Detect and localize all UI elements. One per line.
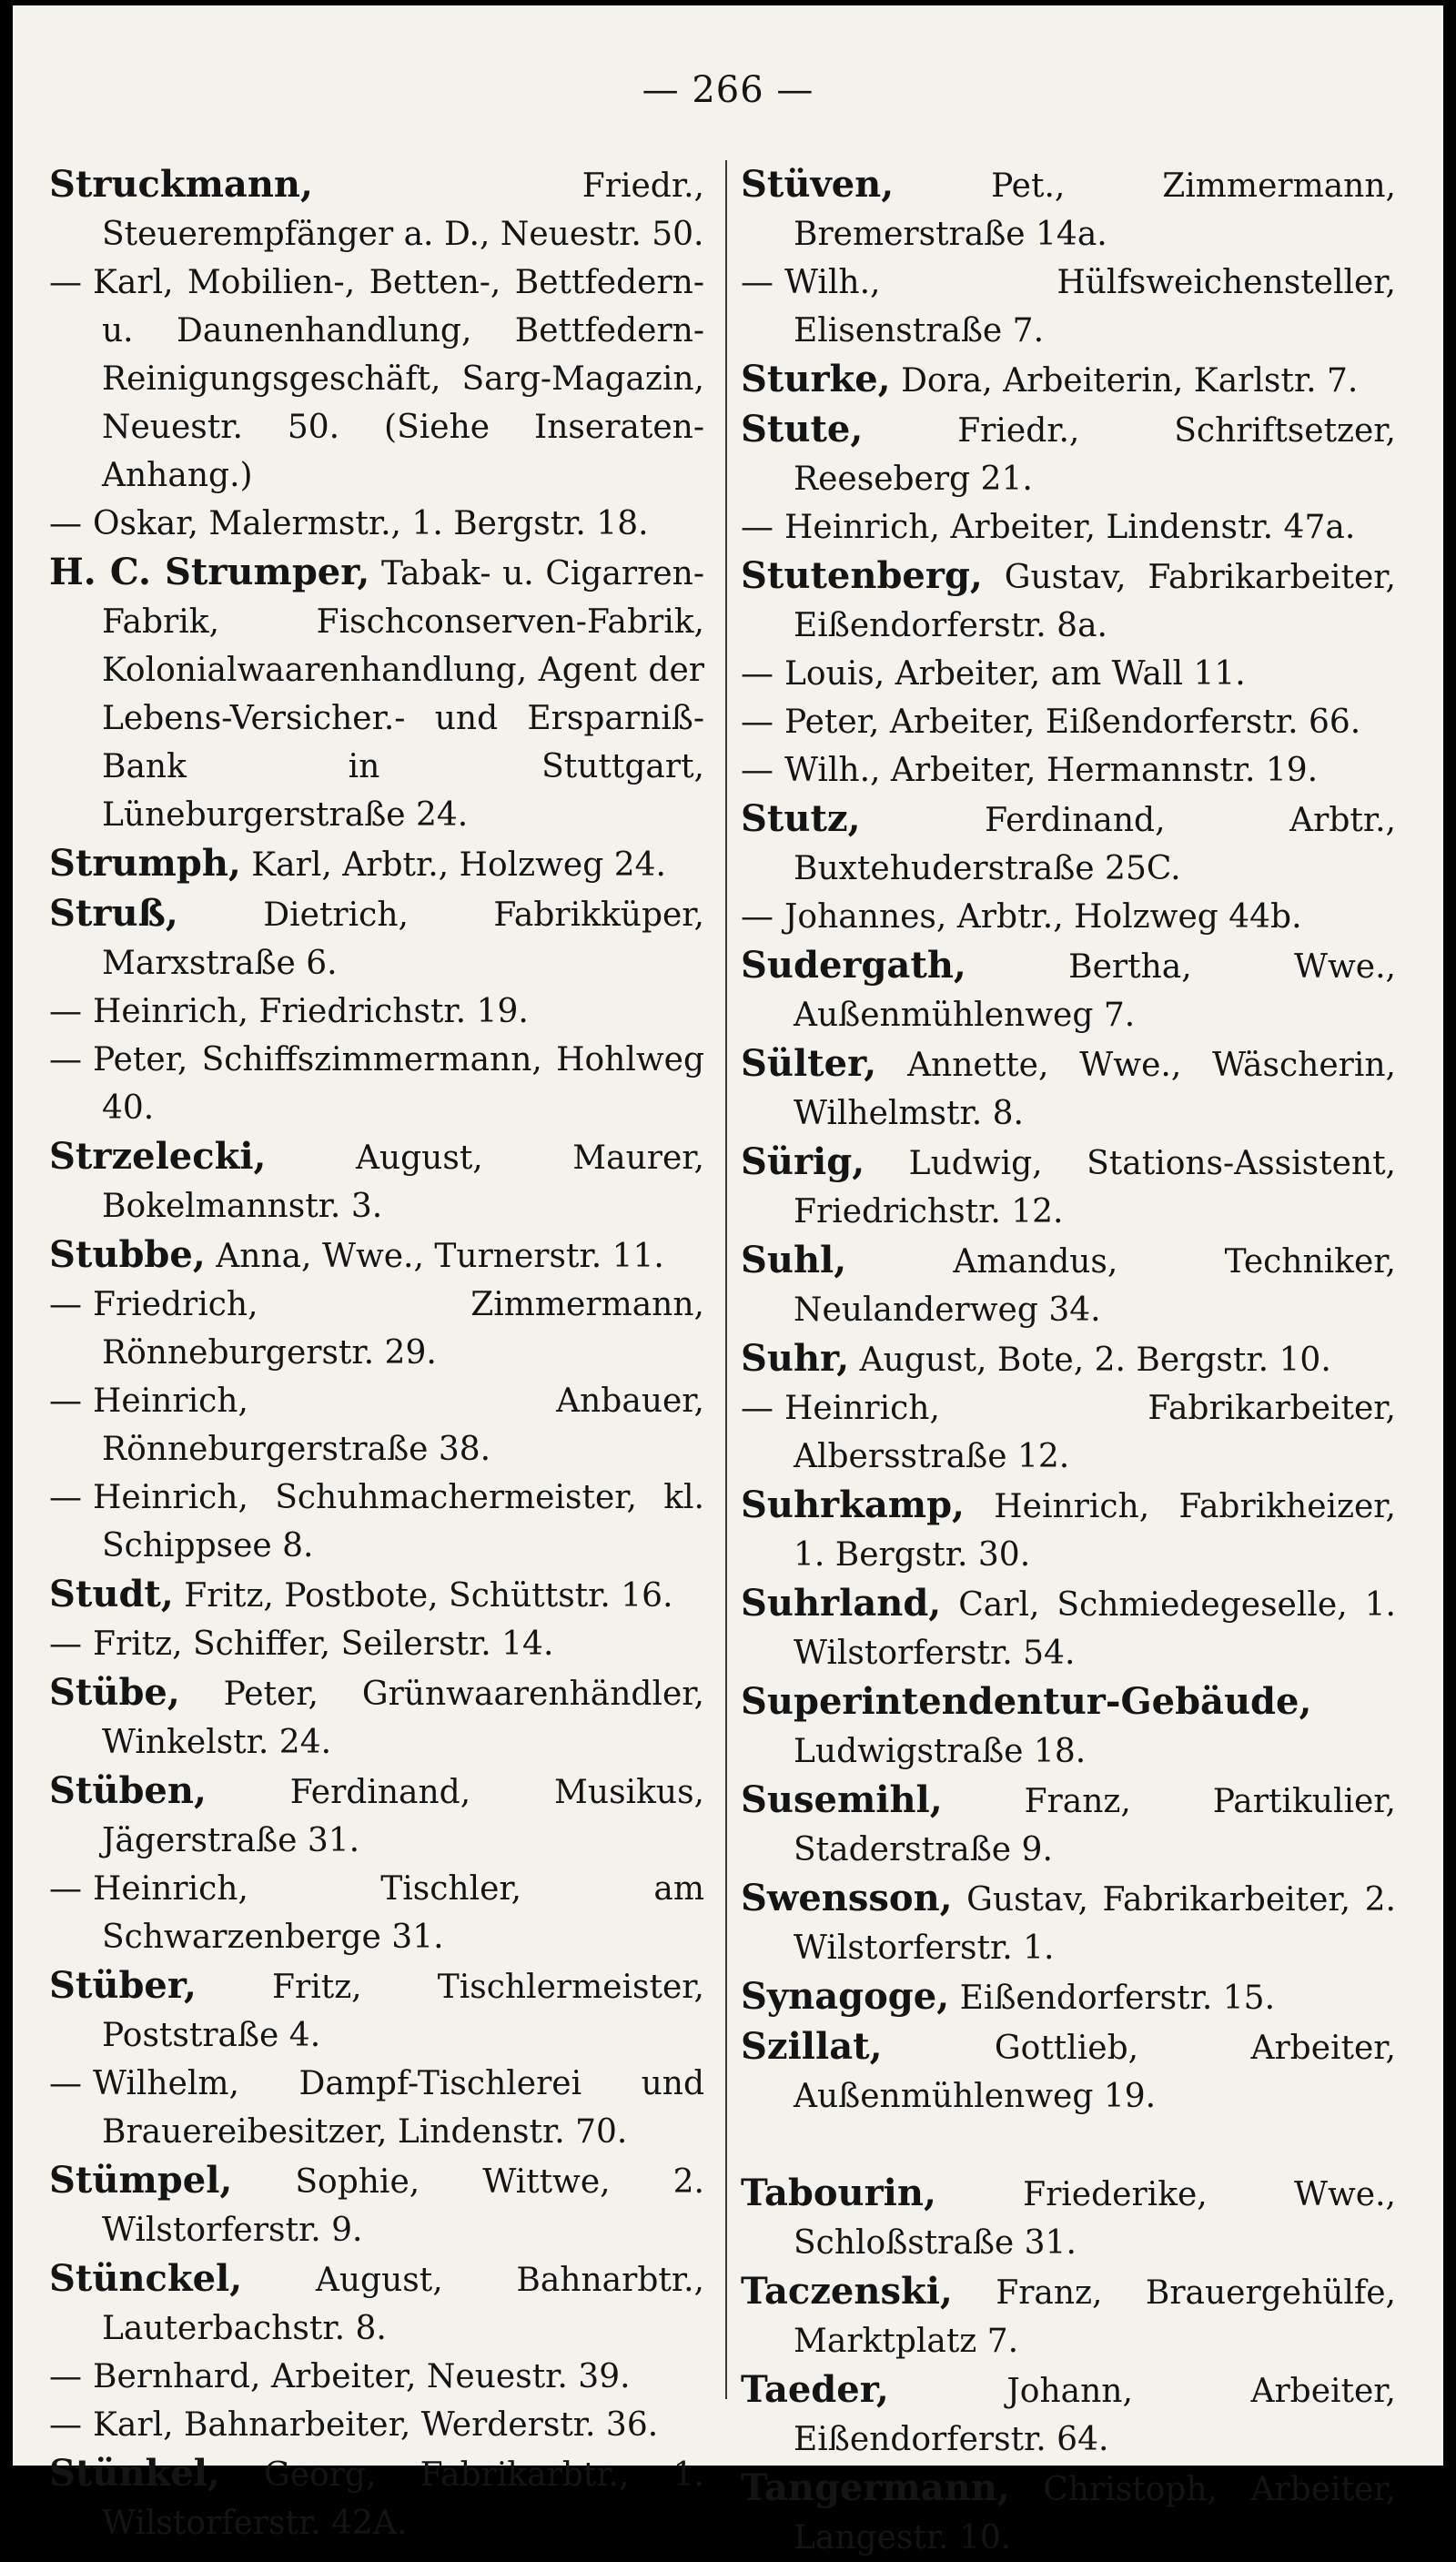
directory-entry — [741, 1384, 1396, 1481]
directory-entry — [49, 2254, 704, 2353]
entry-details: Peter, Grünwaarenhändler, Winkelstr. 24. — [102, 1676, 704, 1761]
entry-surname: Suhrland, — [741, 1582, 942, 1625]
column-divider — [725, 160, 727, 2399]
directory-entry — [49, 1377, 704, 1473]
entry-surname: Tangermann, — [741, 2466, 1010, 2509]
entry-surname: Stübe, — [49, 1671, 180, 1714]
entry-surname: Stüber, — [49, 1964, 197, 2007]
entry-details: August, Maurer, Bokelmannstr. 3. — [102, 1139, 704, 1225]
entry-details: Heinrich, Fabrikheizer, 1. Bergstr. 30. — [794, 1488, 1396, 1574]
section-gap — [741, 2121, 1396, 2169]
directory-entry — [741, 1481, 1396, 1579]
entry-details: Anna, Wwe., Turnerstr. 11. — [216, 1238, 664, 1275]
directory-entry — [49, 1036, 704, 1132]
directory-entry — [741, 1334, 1396, 1384]
entry-surname: Strumph, — [49, 842, 241, 885]
entry-details: Johannes, Arbtr., Holzweg 44b. — [784, 898, 1302, 936]
entry-details: Johann, Arbeiter, Eißendorferstr. 64. — [794, 2373, 1396, 2458]
entry-details: Oskar, Malermstr., 1. Bergstr. 18. — [93, 505, 649, 542]
entry-surname: Stüben, — [49, 1769, 207, 1812]
ditto-dash: — — [741, 655, 774, 693]
ditto-dash: — — [741, 509, 774, 546]
directory-entry — [741, 258, 1396, 355]
ditto-dash: — — [49, 1625, 82, 1663]
entry-details: Karl, Mobilien-, Betten-, Bettfedern- u. Daunenhandlung, Bettfedern-Reinigungsgeschäft, Sarg-Magazin, Neuestr. 50. (Siehe Inseraten-Anhang.) — [93, 264, 704, 494]
directory-entry — [49, 160, 704, 258]
ditto-dash: — — [49, 2065, 82, 2102]
page-number: — 266 — — [642, 69, 814, 111]
directory-entry — [741, 1776, 1396, 1874]
entry-surname: Taeder, — [741, 2368, 889, 2411]
entry-surname: Swensson, — [741, 1877, 953, 1919]
entry-surname: Suhl, — [741, 1239, 847, 1281]
ditto-dash: — — [49, 2406, 82, 2444]
entry-details: Ludwigstraße 18. — [794, 1733, 1087, 1770]
entry-surname: Susemihl, — [741, 1778, 943, 1821]
entry-details: Heinrich, Anbauer, Rönneburgerstraße 38. — [93, 1382, 704, 1468]
entry-details: Friederike, Wwe., Schloßstraße 31. — [794, 2176, 1396, 2262]
entry-details: Amandus, Techniker, Neulanderweg 34. — [794, 1243, 1396, 1329]
entry-details: Wilh., Hülfsweichensteller, Elisenstraße 7. — [784, 264, 1396, 349]
entry-details: Wilhelm, Dampf-Tischlerei und Brauereibesitzer, Lindenstr. 70. — [93, 2065, 704, 2151]
entry-surname: Stutz, — [741, 797, 861, 840]
directory-entry — [741, 2169, 1396, 2267]
directory-entry — [49, 1620, 704, 1668]
entry-surname: Suhrkamp, — [741, 1484, 965, 1526]
directory-entry — [49, 839, 704, 889]
directory-entry — [49, 548, 704, 839]
directory-entry — [49, 1961, 704, 2060]
ditto-dash: — — [741, 1390, 774, 1427]
entry-details: Friedr., Steuerempfänger a. D., Neuestr. 50. — [102, 167, 704, 253]
directory-entry — [741, 1236, 1396, 1334]
entry-details: Tabak- u. Cigarren-Fabrik, Fischconserven-Fabrik, Kolonialwaarenhandlung, Agent der Lebens-Versicher.- und Ersparniß-Bank in Stuttgart, Lüneburgerstraße 24. — [102, 555, 705, 834]
directory-entry — [49, 1865, 704, 1961]
directory-entry — [741, 746, 1396, 795]
ditto-dash: — — [741, 264, 774, 301]
directory-entry — [741, 650, 1396, 698]
directory-entry — [741, 941, 1396, 1039]
directory-page — [13, 5, 1443, 2557]
directory-entry — [49, 2156, 704, 2254]
entry-surname: Sülter, — [741, 1042, 877, 1085]
entry-surname: Szillat, — [741, 2025, 883, 2068]
entry-details: Fritz, Tischlermeister, Poststraße 4. — [102, 1969, 704, 2054]
entry-details: Bertha, Wwe., Außenmühlenweg 7. — [794, 948, 1396, 1034]
directory-entry — [741, 160, 1396, 258]
directory-entry — [49, 2353, 704, 2401]
directory-entry — [741, 405, 1396, 503]
entry-details: Peter, Arbeiter, Eißendorferstr. 66. — [784, 704, 1361, 741]
entry-surname: Stubbe, — [49, 1233, 206, 1276]
entry-details: Franz, Partikulier, Staderstraße 9. — [794, 1783, 1396, 1868]
entry-details: Peter, Schiffszimmermann, Hohlweg 40. — [93, 1041, 704, 1127]
directory-entry — [741, 1972, 1396, 2022]
entry-details: Heinrich, Arbeiter, Lindenstr. 47a. — [784, 509, 1356, 546]
entry-details: Gustav, Fabrikarbeiter, 2. Wilstorferstr. 1. — [794, 1881, 1396, 1967]
left-column — [49, 160, 704, 2547]
entry-surname: Taczenski, — [741, 2270, 953, 2313]
entry-surname: Strzelecki, — [49, 1135, 267, 1178]
entry-surname: Stutenberg, — [741, 554, 983, 597]
ditto-dash: — — [741, 752, 774, 789]
directory-entry — [49, 500, 704, 548]
entry-surname: Suhr, — [741, 1337, 850, 1380]
entry-surname: Sturke, — [741, 358, 891, 400]
entry-surname: Stümpel, — [49, 2159, 233, 2202]
entry-details: Heinrich, Fabrikarbeiter, Albersstraße 12. — [784, 1390, 1396, 1475]
entry-surname: Studt, — [49, 1573, 174, 1615]
directory-entry — [741, 893, 1396, 941]
directory-entry — [741, 2464, 1396, 2562]
entry-details: Gustav, Fabrikarbeiter, Eißendorferstr. 8a. — [794, 559, 1396, 644]
entry-surname: Sürig, — [741, 1140, 865, 1183]
directory-entry — [741, 1039, 1396, 1138]
entry-surname: Synagoge, — [741, 1975, 950, 2018]
directory-entry — [49, 1281, 704, 1377]
directory-entry — [741, 1579, 1396, 1677]
entry-details: Dietrich, Fabrikküper, Marxstraße 6. — [102, 896, 704, 982]
directory-entry — [741, 698, 1396, 746]
entry-surname: Stüven, — [741, 163, 895, 206]
entry-details: Ludwig, Stations-Assistent, Friedrichstr. 12. — [794, 1145, 1396, 1230]
directory-entry — [741, 355, 1396, 405]
ditto-dash: — — [741, 704, 774, 741]
directory-entry — [49, 1570, 704, 1620]
right-column — [741, 160, 1396, 2562]
entry-details: Friedr., Schriftsetzer, Reeseberg 21. — [794, 412, 1396, 498]
directory-entry — [49, 987, 704, 1036]
directory-entry — [741, 2267, 1396, 2365]
directory-entry — [49, 889, 704, 987]
ditto-dash: — — [49, 2358, 82, 2395]
directory-entry — [49, 258, 704, 500]
ditto-dash: — — [49, 1382, 82, 1420]
directory-entry — [741, 1874, 1396, 1972]
ditto-dash: — — [49, 993, 82, 1030]
entry-surname: H. C. Strumper, — [49, 551, 370, 593]
entry-surname: Superintendentur-Gebäude, — [741, 1680, 1312, 1723]
entry-details: Annette, Wwe., Wäscherin, Wilhelmstr. 8. — [794, 1047, 1396, 1132]
directory-entry — [741, 1677, 1396, 1776]
entry-details: Karl, Bahnarbeiter, Werderstr. 36. — [93, 2406, 659, 2444]
entry-details: Christoph, Arbeiter, Langestr. 10. — [794, 2471, 1396, 2557]
ditto-dash: — — [49, 1479, 82, 1516]
entry-details: Heinrich, Tischler, am Schwarzenberge 31. — [93, 1870, 704, 1956]
directory-entry — [49, 1473, 704, 1570]
entry-details: Friedrich, Zimmermann, Rönneburgerstr. 29. — [93, 1286, 704, 1372]
ditto-dash: — — [741, 898, 774, 936]
entry-details: Heinrich, Schuhmachermeister, kl. Schippsee 8. — [93, 1479, 704, 1565]
entry-surname: Struß, — [49, 892, 178, 935]
entry-details: Dora, Arbeiterin, Karlstr. 7. — [901, 362, 1359, 400]
entry-surname: Struckmann, — [49, 163, 313, 206]
entry-details: Karl, Arbtr., Holzweg 24. — [251, 846, 666, 884]
ditto-dash: — — [49, 264, 82, 301]
entry-details: Fritz, Schiffer, Seilerstr. 14. — [93, 1625, 554, 1663]
ditto-dash: — — [49, 505, 82, 542]
directory-entry — [741, 1138, 1396, 1236]
entry-details: Heinrich, Friedrichstr. 19. — [93, 993, 529, 1030]
directory-entry — [49, 1767, 704, 1865]
entry-details: Franz, Brauergehülfe, Marktplatz 7. — [794, 2274, 1396, 2360]
directory-entry — [741, 2365, 1396, 2464]
directory-entry — [741, 503, 1396, 552]
entry-details: Louis, Arbeiter, am Wall 11. — [784, 655, 1246, 693]
directory-entry — [49, 2449, 704, 2547]
directory-entry — [741, 795, 1396, 893]
ditto-dash: — — [49, 1870, 82, 1908]
entry-details: Pet., Zimmermann, Bremerstraße 14a. — [794, 167, 1396, 253]
entry-details: Ferdinand, Musikus, Jägerstraße 31. — [102, 1774, 704, 1859]
entry-surname: Sudergath, — [741, 944, 966, 987]
entry-details: August, Bahnarbtr., Lauterbachstr. 8. — [102, 2262, 704, 2347]
entry-details: Fritz, Postbote, Schüttstr. 16. — [184, 1577, 673, 1615]
entry-details: Sophie, Wittwe, 2. Wilstorferstr. 9. — [102, 2163, 704, 2249]
entry-details: Wilh., Arbeiter, Hermannstr. 19. — [784, 752, 1319, 789]
entry-details: Gottlieb, Arbeiter, Außenmühlenweg 19. — [794, 2030, 1396, 2115]
entry-surname: Tabourin, — [741, 2172, 936, 2214]
directory-entry — [49, 1668, 704, 1767]
directory-entry — [741, 552, 1396, 650]
directory-entry — [49, 1132, 704, 1230]
entry-details: Eißendorferstr. 15. — [959, 1980, 1276, 2017]
directory-entry — [49, 1230, 704, 1281]
entry-surname: Stünkel, — [49, 2452, 220, 2495]
entry-details: Carl, Schmiedegeselle, 1. Wilstorferstr. 54. — [794, 1586, 1396, 1672]
directory-entry — [49, 2401, 704, 2449]
entry-surname: Stünckel, — [49, 2257, 243, 2300]
entry-details: August, Bote, 2. Bergstr. 10. — [859, 1342, 1331, 1379]
entry-details: Ferdinand, Arbtr., Buxtehuderstraße 25C. — [794, 802, 1396, 887]
directory-entry — [49, 2060, 704, 2156]
ditto-dash: — — [49, 1041, 82, 1078]
entry-details: Georg, Fabrikarbtr., 1. Wilstorferstr. 42A. — [102, 2456, 704, 2542]
entry-surname: Stute, — [741, 408, 864, 451]
ditto-dash: — — [49, 1286, 82, 1323]
entry-details: Bernhard, Arbeiter, Neuestr. 39. — [93, 2358, 631, 2395]
directory-entry — [741, 2022, 1396, 2121]
